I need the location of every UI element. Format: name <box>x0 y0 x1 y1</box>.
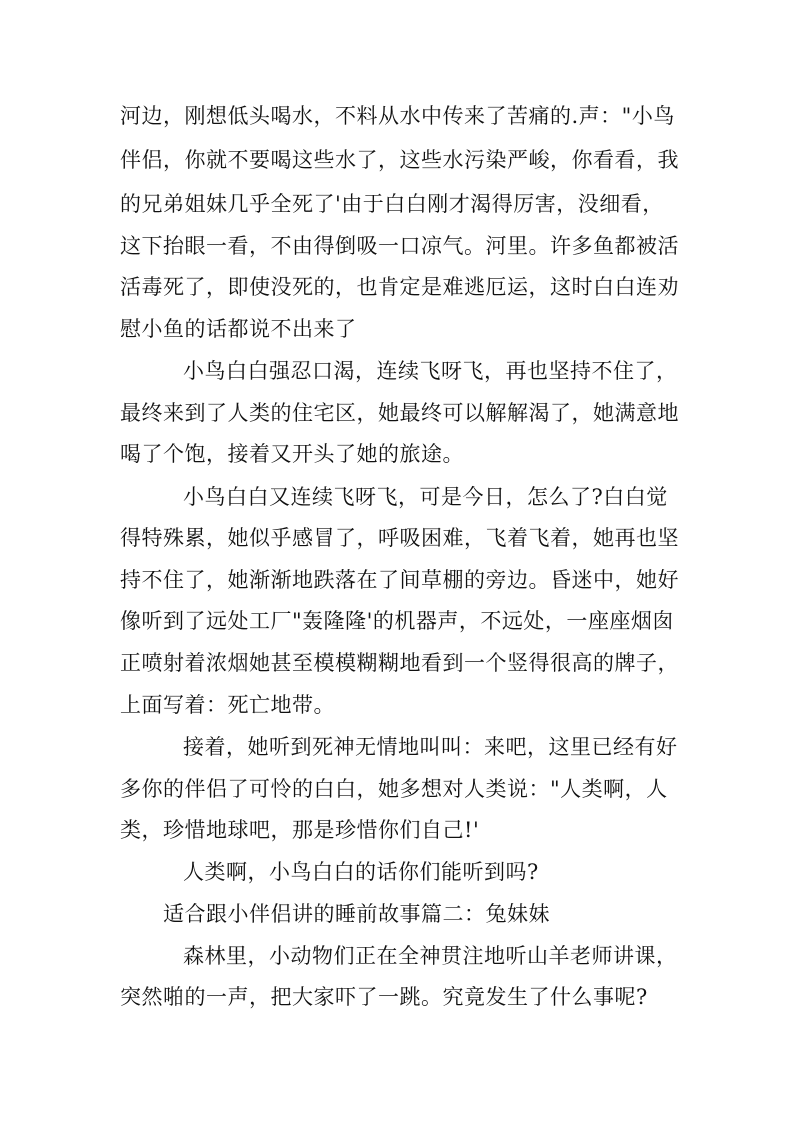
paragraph-line: 人类啊，小鸟白白的话你们能听到吗? <box>183 860 539 884</box>
text-line: 最终来到了人类的住宅区，她最终可以解解渴了，她满意地 <box>120 401 679 425</box>
text-line: 突然啪的一声，把大家吓了一跳。究竟发生了什么事呢? <box>120 985 648 1009</box>
paragraph-first-line: 小鸟白白又连续飞呀飞，可是今日，怎么了?白白觉 <box>183 485 668 509</box>
paragraph-first-line: 小鸟白白强忍口渴，连续飞呀飞，再也坚持不住了， <box>183 359 678 383</box>
text-line: 持不住了，她渐渐地跌落在了间草棚的旁边。昏迷中，她好 <box>120 568 679 592</box>
text-line: 多你的伴侣了可怜的白白，她多想对人类说："人类啊，人 <box>120 777 668 801</box>
text-line: 上面写着：死亡地带。 <box>120 693 335 717</box>
section-heading: 适合跟小伴侣讲的睡前故事篇二：兔妹妹 <box>163 902 550 926</box>
text-line: 慰小鱼的话都说不出来了 <box>120 317 357 341</box>
text-line: 得特殊累，她似乎感冒了，呼吸困难，飞着飞着，她再也坚 <box>120 526 679 550</box>
text-line: 像听到了远处工厂"轰隆隆'的机器声，不远处，一座座烟囱 <box>120 609 674 633</box>
text-line: 伴侣，你就不要喝这些水了，这些水污染严峻，你看看，我 <box>120 148 679 172</box>
text-line: 类，珍惜地球吧，那是珍惜你们自己!' <box>120 818 480 842</box>
text-line: 活毒死了，即使没死的，也肯定是难逃厄运，这时白白连劝 <box>120 275 679 299</box>
paragraph-first-line: 森林里，小动物们正在全神贯注地听山羊老师讲课， <box>183 944 678 968</box>
text-line: 喝了个饱，接着又开头了她的旅途。 <box>120 442 464 466</box>
text-line: 这下抬眼一看，不由得倒吸一口凉气。河里。许多鱼都被活 <box>120 234 679 258</box>
paragraph-first-line: 接着，她听到死神无情地叫叫：来吧，这里已经有好 <box>183 735 678 759</box>
text-line: 的兄弟姐妹几乎全死了'由于白白刚才渴得厉害，没细看， <box>120 192 664 216</box>
text-line: 河边，刚想低头喝水，不料从水中传来了苦痛的.声："小鸟 <box>120 104 675 128</box>
text-line: 正喷射着浓烟她甚至模模糊糊地看到一个竖得很高的牌子， <box>120 651 679 675</box>
